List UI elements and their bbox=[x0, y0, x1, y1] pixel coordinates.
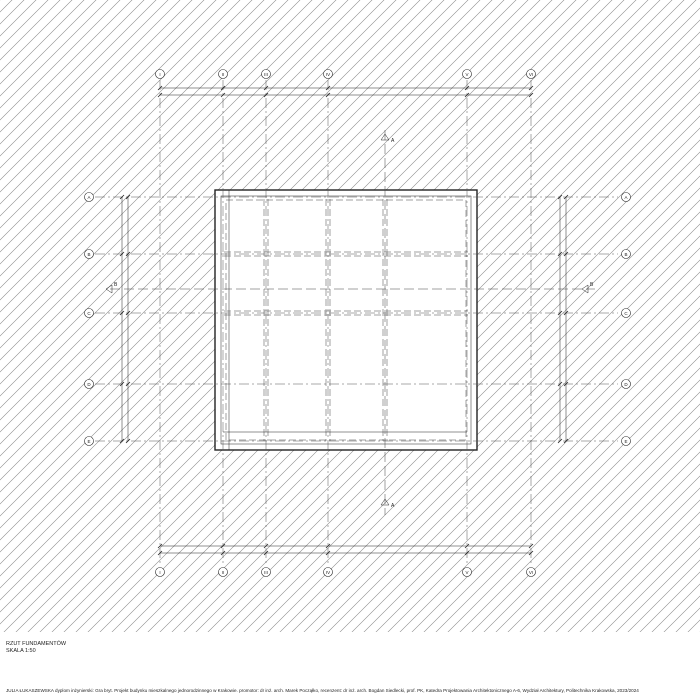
axis-label: IV bbox=[325, 71, 331, 77]
axis-label: V bbox=[465, 71, 469, 77]
axis-label: A bbox=[87, 194, 91, 200]
axis-label: VI bbox=[528, 71, 534, 77]
axis-label: VI bbox=[528, 569, 534, 575]
axis-label: V bbox=[465, 569, 469, 575]
drawing-title: RZUT FUNDAMENTÓW bbox=[6, 641, 67, 647]
axis-label: IV bbox=[325, 569, 331, 575]
axis-label: A bbox=[624, 194, 628, 200]
axis-label: C bbox=[624, 310, 628, 316]
section-label: A bbox=[391, 138, 395, 144]
axis-label: D bbox=[624, 381, 628, 387]
axis-label: B bbox=[87, 251, 91, 257]
section-label: B bbox=[590, 282, 594, 288]
axis-label: B bbox=[624, 251, 628, 257]
building-footprint bbox=[215, 190, 477, 450]
axis-label: C bbox=[87, 310, 91, 316]
axis-label: I bbox=[159, 569, 161, 575]
credits-line: JULIA ŁUKASZEWSKA dyplom inżynierski: Gra bryt. Projekt budynku mieszkalnego jednorodzinnego w Krakowie. promotor: dr inż. arch. Marek Począłko, recenzent: dr inż. arch. Bogdan Siedlecki, prof. PK, Katedra Projektowania Architektonicznego A-6, Wydział Architektury, Politechnika Krakowska, 2023/2024 bbox=[6, 688, 639, 693]
axis-label: D bbox=[87, 381, 91, 387]
axis-label: E bbox=[87, 438, 91, 444]
axis-label: II bbox=[221, 71, 225, 77]
drawing-scale: SKALA 1:50 bbox=[6, 648, 36, 654]
section-label: A bbox=[391, 503, 395, 509]
axis-label: III bbox=[264, 71, 268, 77]
axis-label: E bbox=[624, 438, 628, 444]
axis-label: I bbox=[159, 71, 161, 77]
section-label: B bbox=[114, 282, 118, 288]
axis-label: II bbox=[221, 569, 225, 575]
axis-label: III bbox=[264, 569, 268, 575]
